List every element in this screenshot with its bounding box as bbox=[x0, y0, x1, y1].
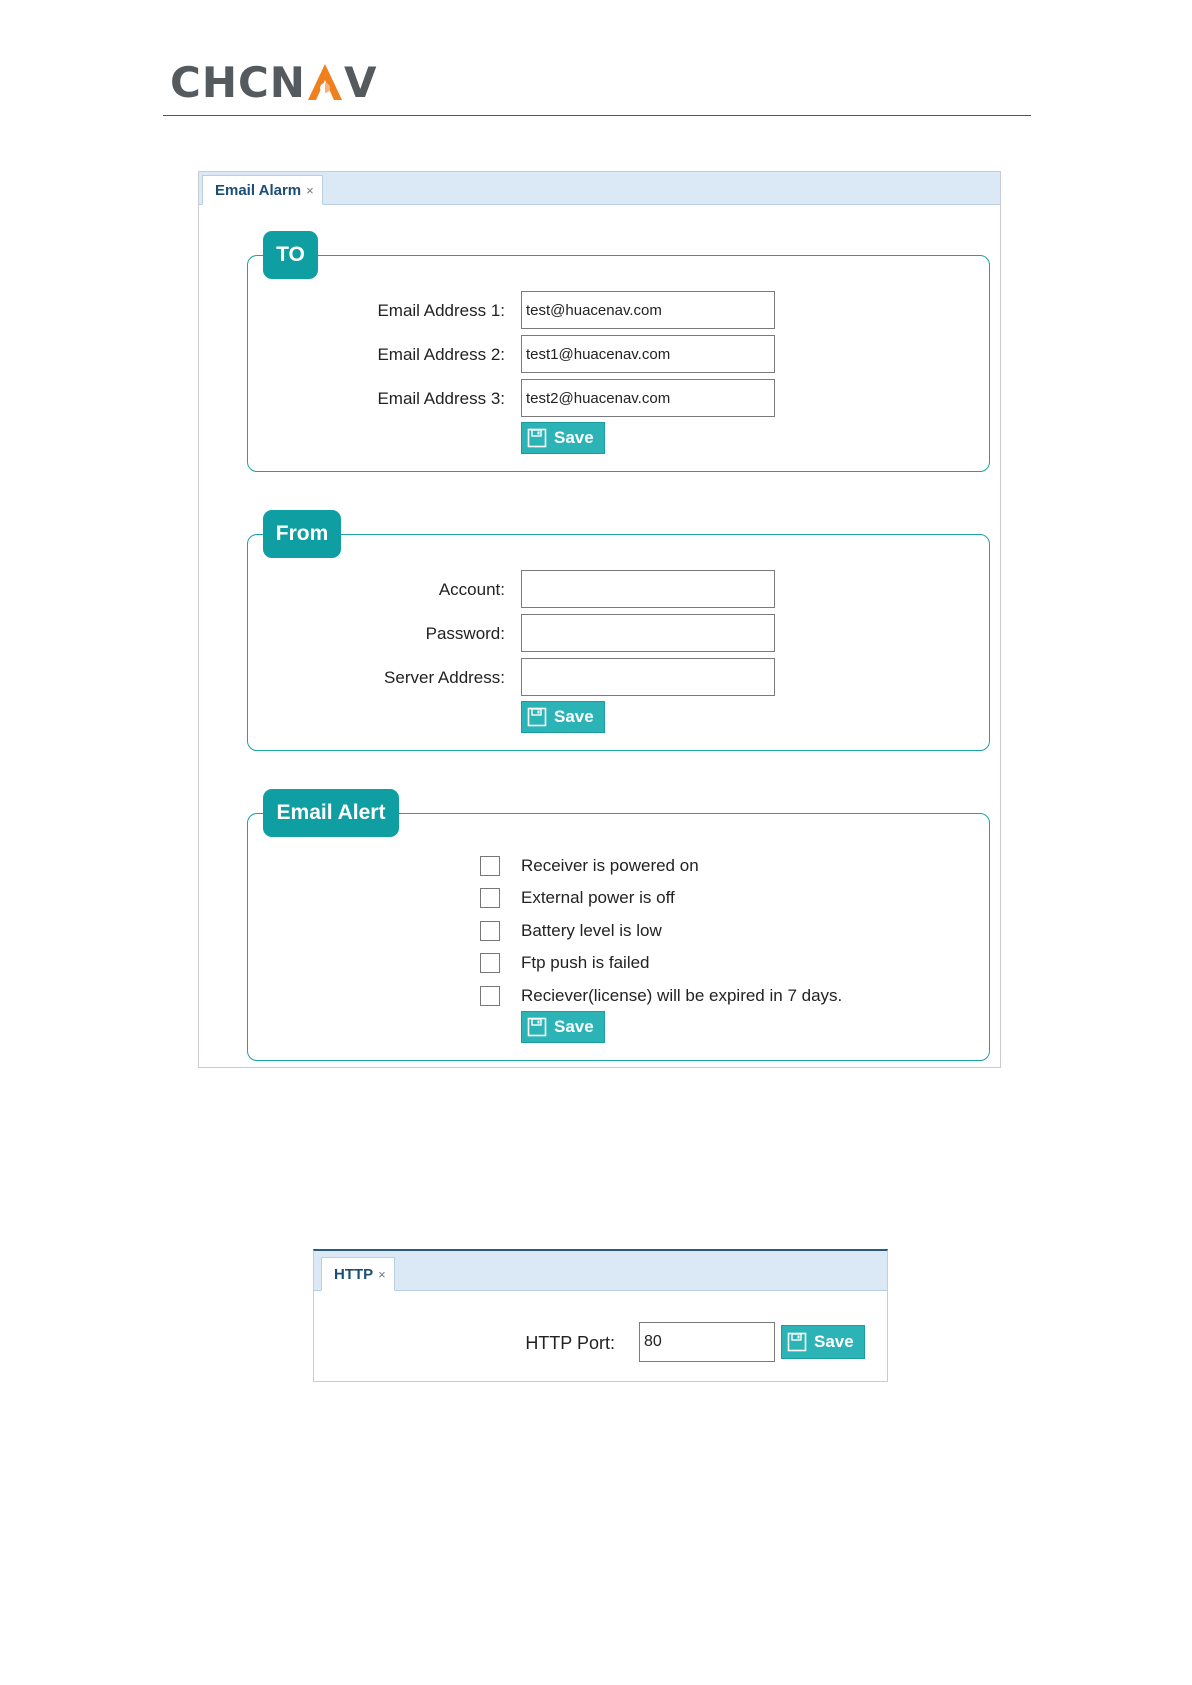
battery-low-checkbox[interactable] bbox=[480, 921, 500, 941]
email-address-3-label: Email Address 3: bbox=[377, 389, 505, 408]
email-address-1-input[interactable] bbox=[521, 291, 775, 329]
save-label: Save bbox=[554, 428, 594, 447]
email-address-1-label: Email Address 1: bbox=[377, 301, 505, 320]
ftp-push-failed-label: Ftp push is failed bbox=[521, 953, 650, 972]
account-input[interactable] bbox=[521, 570, 775, 608]
floppy-disk-icon bbox=[527, 1017, 547, 1037]
ftp-push-failed-checkbox[interactable] bbox=[480, 953, 500, 973]
password-input[interactable] bbox=[521, 614, 775, 652]
floppy-disk-icon bbox=[527, 428, 547, 448]
http-port-label: HTTP Port: bbox=[525, 1333, 615, 1353]
save-from-button[interactable] bbox=[521, 701, 605, 733]
save-to-button[interactable] bbox=[521, 422, 605, 454]
tab-http[interactable] bbox=[321, 1257, 395, 1291]
tab-email-alarm[interactable] bbox=[202, 175, 323, 205]
external-power-off-label: External power is off bbox=[521, 888, 675, 907]
tab-label: Email Alarm bbox=[215, 181, 302, 199]
save-http-button[interactable] bbox=[781, 1325, 865, 1359]
header-divider bbox=[163, 115, 1031, 116]
http-panel bbox=[313, 1249, 888, 1382]
email-address-3-input[interactable] bbox=[521, 379, 775, 417]
account-label: Account: bbox=[438, 580, 505, 599]
save-alert-button[interactable] bbox=[521, 1011, 605, 1043]
logo-text-left: CHCN bbox=[170, 57, 306, 107]
battery-low-label: Battery level is low bbox=[521, 921, 662, 940]
tab-bar bbox=[199, 172, 1000, 205]
to-legend: TO bbox=[263, 231, 318, 279]
logo-text-right: V bbox=[343, 57, 378, 107]
email-address-2-input[interactable] bbox=[521, 335, 775, 373]
receiver-powered-on-label: Receiver is powered on bbox=[521, 856, 699, 875]
save-label: Save bbox=[554, 1017, 594, 1036]
license-expiry-checkbox[interactable] bbox=[480, 986, 500, 1006]
close-icon[interactable]: × bbox=[306, 182, 314, 198]
email-alarm-panel bbox=[198, 171, 1001, 1068]
password-label: Password: bbox=[425, 624, 505, 643]
save-label: Save bbox=[814, 1332, 854, 1351]
server-address-input[interactable] bbox=[521, 658, 775, 696]
floppy-disk-icon bbox=[527, 707, 547, 727]
chcnav-logo bbox=[170, 57, 378, 107]
email-alert-legend: Email Alert bbox=[263, 789, 399, 837]
server-address-label: Server Address: bbox=[384, 668, 505, 687]
tab-bar bbox=[314, 1251, 887, 1291]
save-label: Save bbox=[554, 707, 594, 726]
floppy-disk-icon bbox=[787, 1332, 807, 1352]
external-power-off-checkbox[interactable] bbox=[480, 888, 500, 908]
tab-label: HTTP bbox=[334, 1265, 374, 1283]
logo-pin-a-icon bbox=[306, 62, 344, 102]
license-expiry-label: Reciever(license) will be expired in 7 days. bbox=[521, 986, 843, 1005]
email-address-2-label: Email Address 2: bbox=[377, 345, 505, 364]
receiver-powered-on-checkbox[interactable] bbox=[480, 856, 500, 876]
from-legend: From bbox=[263, 510, 341, 558]
http-port-input[interactable] bbox=[639, 1322, 775, 1362]
close-icon[interactable]: × bbox=[378, 1266, 386, 1282]
